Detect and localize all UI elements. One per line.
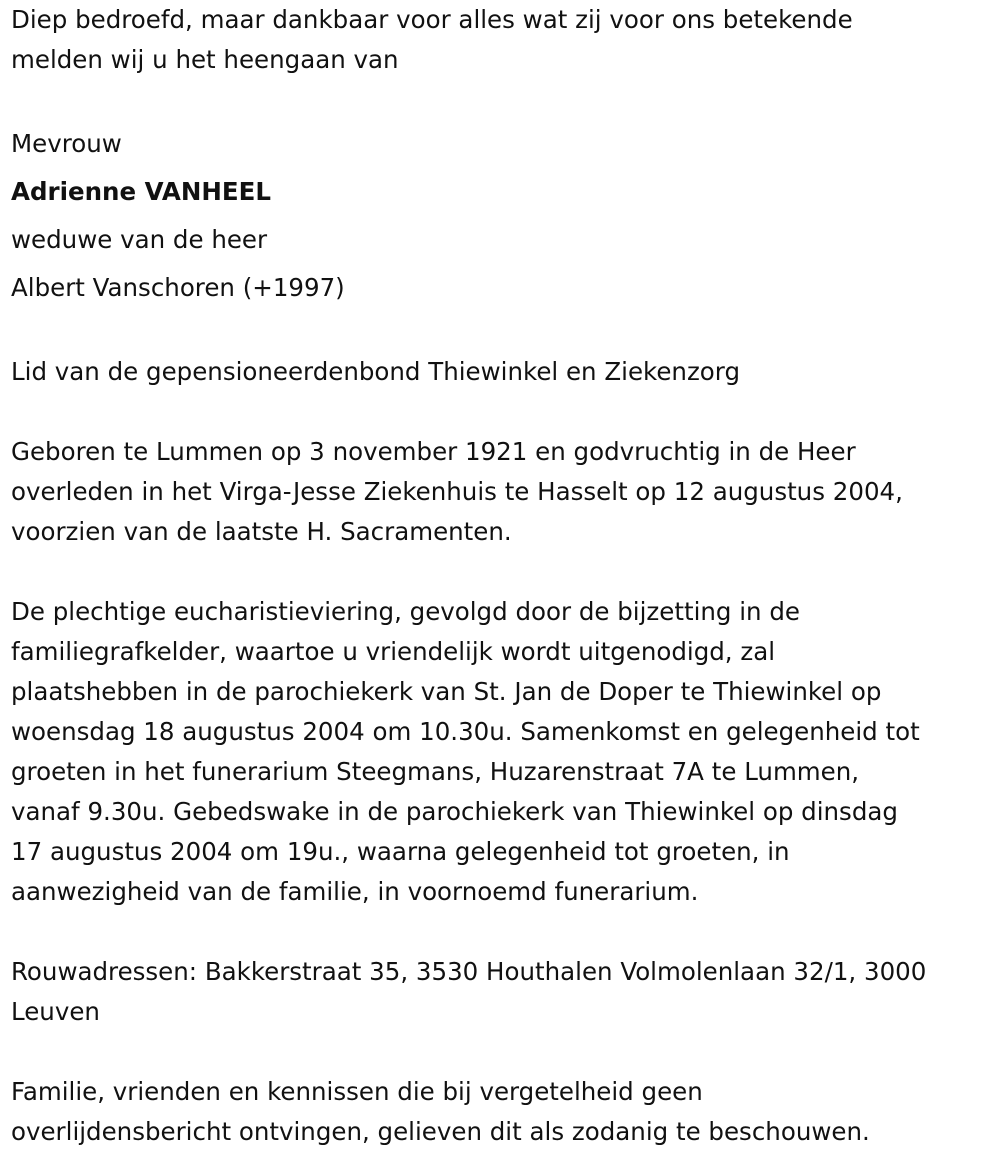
spacer — [11, 912, 996, 952]
funeral-line: aanwezigheid van de familie, in voornoemd funerarium. — [11, 877, 699, 906]
address-line: Rouwadressen: Bakkerstraat 35, 3530 Houthalen Volmolenlaan 32/1, 3000 — [11, 957, 927, 986]
funeral-line: groeten in het funerarium Steegmans, Huzarenstraat 7A te Lummen, — [11, 757, 860, 786]
funeral-line: woensdag 18 augustus 2004 om 10.30u. Samenkomst en gelegenheid tot — [11, 717, 920, 746]
deceased-name: Adrienne VANHEEL — [11, 177, 271, 206]
funeral-line: 17 augustus 2004 om 19u., waarna gelegenheid tot groeten, in — [11, 837, 790, 866]
spacer — [11, 80, 996, 120]
birth-death-line: overleden in het Virga-Jesse Ziekenhuis te Hasselt op 12 augustus 2004, — [11, 477, 903, 506]
obituary-notice — [11, 0, 996, 1152]
funeral-line: familiegrafkelder, waartoe u vriendelijk wordt uitgenodigd, zal — [11, 637, 776, 666]
address-line: Leuven — [11, 997, 100, 1026]
spacer — [11, 552, 996, 592]
spacer — [11, 392, 996, 432]
funeral-line: plaatshebben in de parochiekerk van St. Jan de Doper te Thiewinkel op — [11, 677, 882, 706]
intro-line: melden wij u het heengaan van — [11, 45, 399, 74]
title: Mevrouw — [11, 129, 122, 158]
closing-line: Familie, vrienden en kennissen die bij vergetelheid geen — [11, 1077, 703, 1106]
funeral-line: vanaf 9.30u. Gebedswake in de parochiekerk van Thiewinkel op dinsdag — [11, 797, 898, 826]
membership-line: Lid van de gepensioneerdenbond Thiewinkel en Ziekenzorg — [11, 357, 740, 386]
husband-name: Albert Vanschoren (+1997) — [11, 273, 345, 302]
birth-death-line: Geboren te Lummen op 3 november 1921 en godvruchtig in de Heer — [11, 437, 856, 466]
spacer — [11, 1032, 996, 1072]
widow-of-line: weduwe van de heer — [11, 225, 268, 254]
closing-line: overlijdensbericht ontvingen, gelieven dit als zodanig te beschouwen. — [11, 1117, 870, 1146]
intro-line: Diep bedroefd, maar dankbaar voor alles wat zij voor ons betekende — [11, 5, 853, 34]
spacer — [11, 312, 996, 352]
birth-death-line: voorzien van de laatste H. Sacramenten. — [11, 517, 512, 546]
funeral-line: De plechtige eucharistieviering, gevolgd door de bijzetting in de — [11, 597, 800, 626]
